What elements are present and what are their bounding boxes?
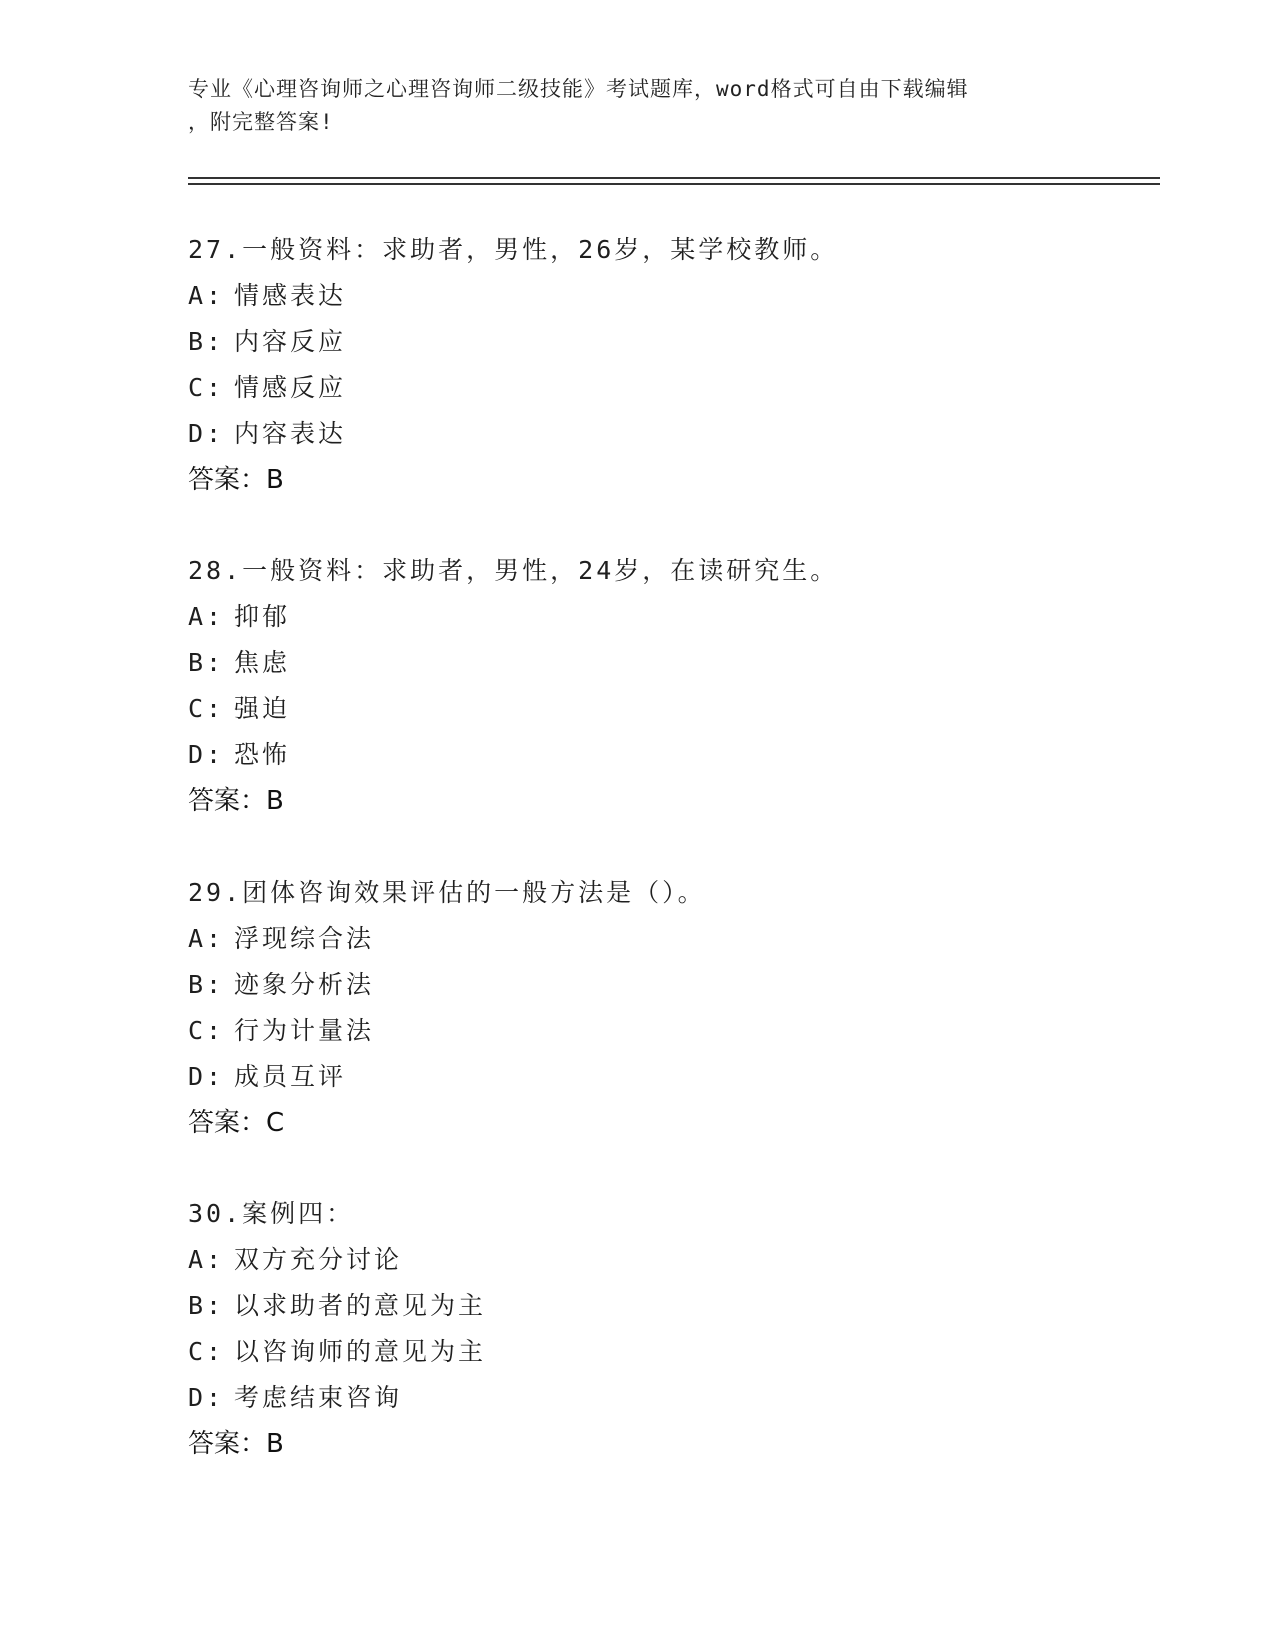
option-text: 情感表达 bbox=[234, 281, 347, 310]
header-line-1: 专业《心理咨询师之心理咨询师二级技能》考试题库，word格式可自由下载编辑 bbox=[188, 77, 969, 101]
option-text: 焦虑 bbox=[234, 648, 291, 677]
header-rule-top bbox=[188, 177, 1160, 179]
option-b bbox=[188, 640, 1148, 686]
option-key: D: bbox=[188, 1062, 225, 1091]
option-a bbox=[188, 273, 1148, 319]
question-stem: 28.一般资料：求助者，男性，24岁，在读研究生。 bbox=[188, 556, 839, 585]
answer: 答案：C bbox=[188, 1108, 285, 1138]
option-a bbox=[188, 916, 1148, 962]
option-text: 成员互评 bbox=[234, 1062, 347, 1091]
option-key: A: bbox=[188, 281, 225, 310]
option-d bbox=[188, 732, 1148, 778]
question-stem: 30.案例四： bbox=[188, 1199, 355, 1228]
question-30 bbox=[188, 1191, 1148, 1467]
option-d bbox=[188, 1375, 1148, 1421]
option-b bbox=[188, 1283, 1148, 1329]
question-28 bbox=[188, 548, 1148, 824]
question-27 bbox=[188, 227, 1148, 503]
question-stem: 27.一般资料：求助者，男性，26岁，某学校教师。 bbox=[188, 235, 839, 264]
option-text: 内容反应 bbox=[234, 327, 347, 356]
option-text: 强迫 bbox=[234, 694, 291, 723]
option-b bbox=[188, 962, 1148, 1008]
header-rule-bottom bbox=[188, 183, 1160, 185]
answer: 答案：B bbox=[188, 465, 284, 495]
option-key: A: bbox=[188, 1245, 225, 1274]
answer: 答案：B bbox=[188, 1429, 284, 1459]
document-header bbox=[188, 73, 1088, 139]
option-a bbox=[188, 1237, 1148, 1283]
option-key: A: bbox=[188, 602, 225, 631]
option-a bbox=[188, 594, 1148, 640]
option-key: C: bbox=[188, 694, 225, 723]
option-key: B: bbox=[188, 970, 225, 999]
option-text: 浮现综合法 bbox=[234, 924, 375, 953]
option-text: 抑郁 bbox=[234, 602, 291, 631]
answer: 答案：B bbox=[188, 786, 284, 816]
option-c bbox=[188, 365, 1148, 411]
option-key: D: bbox=[188, 1383, 225, 1412]
option-key: B: bbox=[188, 648, 225, 677]
option-key: B: bbox=[188, 1291, 225, 1320]
option-text: 双方充分讨论 bbox=[234, 1245, 403, 1274]
option-text: 迹象分析法 bbox=[234, 970, 375, 999]
option-text: 恐怖 bbox=[234, 740, 291, 769]
option-key: A: bbox=[188, 924, 225, 953]
option-key: C: bbox=[188, 1337, 225, 1366]
header-line-2: ，附完整答案! bbox=[188, 110, 334, 134]
option-text: 以求助者的意见为主 bbox=[234, 1291, 487, 1320]
question-29 bbox=[188, 870, 1148, 1146]
option-d bbox=[188, 411, 1148, 457]
option-b bbox=[188, 319, 1148, 365]
option-c bbox=[188, 1329, 1148, 1375]
option-key: C: bbox=[188, 373, 225, 402]
option-c bbox=[188, 686, 1148, 732]
option-key: D: bbox=[188, 740, 225, 769]
option-text: 考虑结束咨询 bbox=[234, 1383, 403, 1412]
option-key: D: bbox=[188, 419, 225, 448]
option-key: C: bbox=[188, 1016, 225, 1045]
option-c bbox=[188, 1008, 1148, 1054]
option-key: B: bbox=[188, 327, 225, 356]
question-stem: 29.团体咨询效果评估的一般方法是（）。 bbox=[188, 878, 706, 907]
option-d bbox=[188, 1054, 1148, 1100]
option-text: 以咨询师的意见为主 bbox=[234, 1337, 487, 1366]
option-text: 内容表达 bbox=[234, 419, 347, 448]
option-text: 情感反应 bbox=[234, 373, 347, 402]
option-text: 行为计量法 bbox=[234, 1016, 375, 1045]
